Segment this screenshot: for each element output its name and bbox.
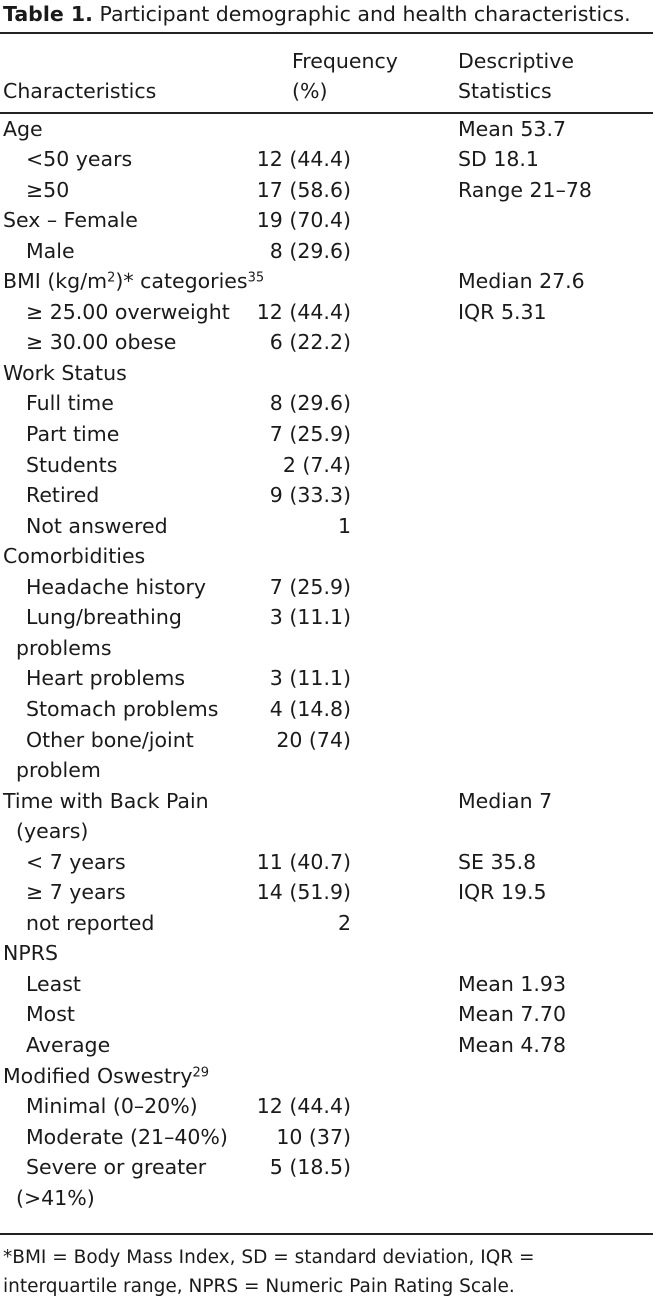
table-row — [0, 358, 653, 389]
row-label-text: Time with Back Pain — [3, 788, 209, 813]
table-row — [0, 480, 653, 511]
row-label-text: ≥50 — [26, 177, 70, 202]
row-label — [26, 999, 75, 1030]
header-frequency-line1: Frequency — [292, 49, 398, 73]
row-label — [3, 786, 209, 817]
table-label: Table 1. — [3, 2, 93, 26]
frequency-cell: 2 — [337, 910, 351, 935]
frequency-cell: 5 (18.5) — [269, 1155, 351, 1180]
table-row — [0, 266, 653, 297]
table-row — [0, 633, 653, 664]
frequency-cell: 8 (29.6) — [269, 238, 351, 263]
row-label — [26, 144, 132, 175]
table-row — [0, 602, 653, 633]
row-label-text: )* categories — [115, 269, 248, 294]
frequency-cell: 1 — [337, 513, 351, 538]
table-row — [0, 1091, 653, 1122]
table-row — [0, 1152, 653, 1183]
table-row — [0, 205, 653, 236]
table-row — [0, 847, 653, 878]
header-frequency-line2: (%) — [292, 79, 328, 103]
row-label — [26, 1091, 198, 1122]
statistics-cell: Mean 4.78 — [458, 1033, 567, 1057]
header-characteristics: Characteristics — [3, 79, 157, 103]
row-label — [26, 1152, 206, 1183]
row-label-text: Comorbidities — [3, 544, 146, 569]
statistics-cell: IQR 19.5 — [458, 880, 547, 905]
row-label-text: problem — [16, 758, 101, 783]
table-row — [0, 694, 653, 725]
row-label-text: Heart problems — [26, 666, 186, 691]
statistics-cell: Mean 1.93 — [458, 971, 567, 996]
frequency-cell: 6 (22.2) — [269, 330, 351, 355]
table-footnote: *BMI = Body Mass Index, SD = standard deviation, IQR = interquartile range, NPRS = Numeric Pain Rating Scale. — [3, 1247, 535, 1297]
frequency-cell: 2 (7.4) — [282, 452, 351, 477]
row-label-text: Retired — [26, 483, 100, 508]
row-label-text: BMI (kg/m — [3, 269, 108, 294]
row-label — [16, 816, 88, 847]
row-label — [3, 358, 127, 389]
row-label-text: (>41%) — [16, 1185, 95, 1210]
table-row — [0, 816, 653, 847]
statistics-cell: Median 27.6 — [458, 269, 585, 294]
row-label-text: < 7 years — [26, 849, 126, 874]
top-rule — [0, 32, 653, 34]
statistics-cell: Median 7 — [458, 788, 553, 813]
header-descriptive-line1: Descriptive — [458, 49, 574, 73]
row-label — [3, 1061, 209, 1092]
row-label-text: Not answered — [26, 513, 168, 538]
statistics-cell: SE 35.8 — [458, 849, 537, 874]
superscript: 2 — [107, 270, 116, 286]
row-label-text: NPRS — [3, 941, 58, 966]
row-label — [26, 1122, 228, 1153]
frequency-cell: 3 (11.1) — [269, 605, 351, 630]
row-label-text: Most — [26, 1002, 75, 1027]
row-label — [26, 480, 99, 511]
table-row — [0, 236, 653, 267]
row-label — [26, 388, 114, 419]
row-label-text: Students — [26, 452, 118, 477]
header-descriptive-line2: Statistics — [458, 79, 552, 103]
table-row — [0, 541, 653, 572]
row-label-text: ≥ 7 years — [26, 880, 126, 905]
row-label — [26, 908, 154, 939]
statistics-cell: Mean 53.7 — [458, 116, 567, 141]
row-label — [3, 938, 58, 969]
table-row — [0, 419, 653, 450]
frequency-cell: 7 (25.9) — [269, 422, 351, 446]
row-label — [26, 450, 117, 481]
row-label — [26, 602, 182, 633]
row-label-text: Least — [26, 971, 81, 996]
reference-superscript: 29 — [192, 1065, 210, 1081]
frequency-cell: 3 (11.1) — [269, 666, 351, 691]
frequency-cell: 17 (58.6) — [256, 177, 351, 202]
row-label-text: Male — [26, 238, 75, 263]
row-label — [26, 663, 185, 694]
row-label-text: Average — [26, 1033, 111, 1057]
row-label-text: Age — [3, 116, 43, 141]
row-label — [26, 419, 119, 450]
row-label-text: Work Status — [3, 360, 127, 385]
row-label-text: Full time — [26, 391, 114, 416]
table-row — [0, 786, 653, 817]
row-label-text: Sex – Female — [3, 208, 138, 233]
table-row — [0, 114, 653, 145]
table-row — [0, 1122, 653, 1153]
statistics-cell: SD 18.1 — [458, 147, 539, 172]
row-label — [26, 969, 81, 1000]
row-label — [3, 266, 264, 297]
bottom-rule — [0, 1233, 653, 1235]
table-row — [0, 388, 653, 419]
table-row — [0, 877, 653, 908]
row-label — [26, 694, 218, 725]
row-label — [26, 877, 126, 908]
table-title: Participant demographic and health characteristics. — [99, 2, 631, 26]
row-label-text: ≥ 25.00 overweight — [26, 299, 230, 324]
frequency-cell: 8 (29.6) — [269, 391, 351, 416]
frequency-cell: 19 (70.4) — [256, 208, 351, 233]
table-row — [0, 938, 653, 969]
table-row — [0, 450, 653, 481]
row-label — [26, 1030, 110, 1061]
table-row — [0, 755, 653, 786]
row-label-text: ≥ 30.00 obese — [26, 330, 177, 355]
reference-superscript: 35 — [247, 270, 265, 286]
table-row — [0, 663, 653, 694]
row-label — [26, 175, 69, 206]
row-label — [26, 236, 75, 267]
row-label-text: Stomach problems — [26, 696, 219, 721]
statistics-cell: Mean 7.70 — [458, 1002, 567, 1027]
table-row — [0, 572, 653, 603]
row-label — [3, 205, 138, 236]
row-label — [26, 572, 206, 603]
table-row — [0, 144, 653, 175]
row-label — [16, 633, 112, 664]
row-label — [26, 297, 230, 328]
row-label-text: Other bone/joint — [26, 727, 194, 752]
table-row — [0, 999, 653, 1030]
table-row — [0, 511, 653, 542]
row-label-text: Moderate (21–40%) — [26, 1124, 228, 1149]
frequency-cell: 7 (25.9) — [269, 574, 351, 599]
row-label-text: problems — [16, 635, 112, 660]
row-label — [26, 725, 194, 756]
row-label-text: Minimal (0–20%) — [26, 1094, 198, 1119]
table-row — [0, 969, 653, 1000]
row-label-text: Lung/breathing — [26, 605, 182, 630]
row-label — [16, 755, 101, 786]
row-label-text: Headache history — [26, 574, 207, 599]
row-label — [26, 847, 126, 878]
frequency-cell: 12 (44.4) — [256, 147, 351, 172]
table-row — [0, 725, 653, 756]
row-label-text: Severe or greater — [26, 1155, 207, 1180]
row-label-text: <50 years — [26, 147, 133, 172]
table-row — [0, 1183, 653, 1214]
table-caption — [3, 0, 631, 30]
frequency-cell: 4 (14.8) — [269, 696, 351, 721]
row-label-text: Part time — [26, 422, 120, 446]
statistics-cell: IQR 5.31 — [458, 299, 547, 324]
table-row — [0, 1061, 653, 1092]
table-row — [0, 327, 653, 358]
row-label-text: Modified Oswestry — [3, 1063, 193, 1088]
frequency-cell: 10 (37) — [276, 1124, 351, 1149]
table-row — [0, 175, 653, 206]
row-label — [3, 541, 145, 572]
frequency-cell: 12 (44.4) — [256, 1094, 351, 1119]
frequency-cell: 14 (51.9) — [256, 880, 351, 905]
frequency-cell: 9 (33.3) — [269, 483, 351, 508]
row-label-text: (years) — [16, 819, 89, 844]
table-row — [0, 297, 653, 328]
row-label — [26, 511, 168, 542]
frequency-cell: 12 (44.4) — [256, 299, 351, 324]
row-label — [3, 114, 43, 145]
frequency-cell: 20 (74) — [276, 727, 351, 752]
table-row — [0, 908, 653, 939]
statistics-cell: Range 21–78 — [458, 177, 592, 202]
row-label — [16, 1183, 95, 1214]
row-label — [26, 327, 176, 358]
row-label-text: not reported — [26, 910, 155, 935]
frequency-cell: 11 (40.7) — [256, 849, 351, 874]
table-row — [0, 1030, 653, 1061]
